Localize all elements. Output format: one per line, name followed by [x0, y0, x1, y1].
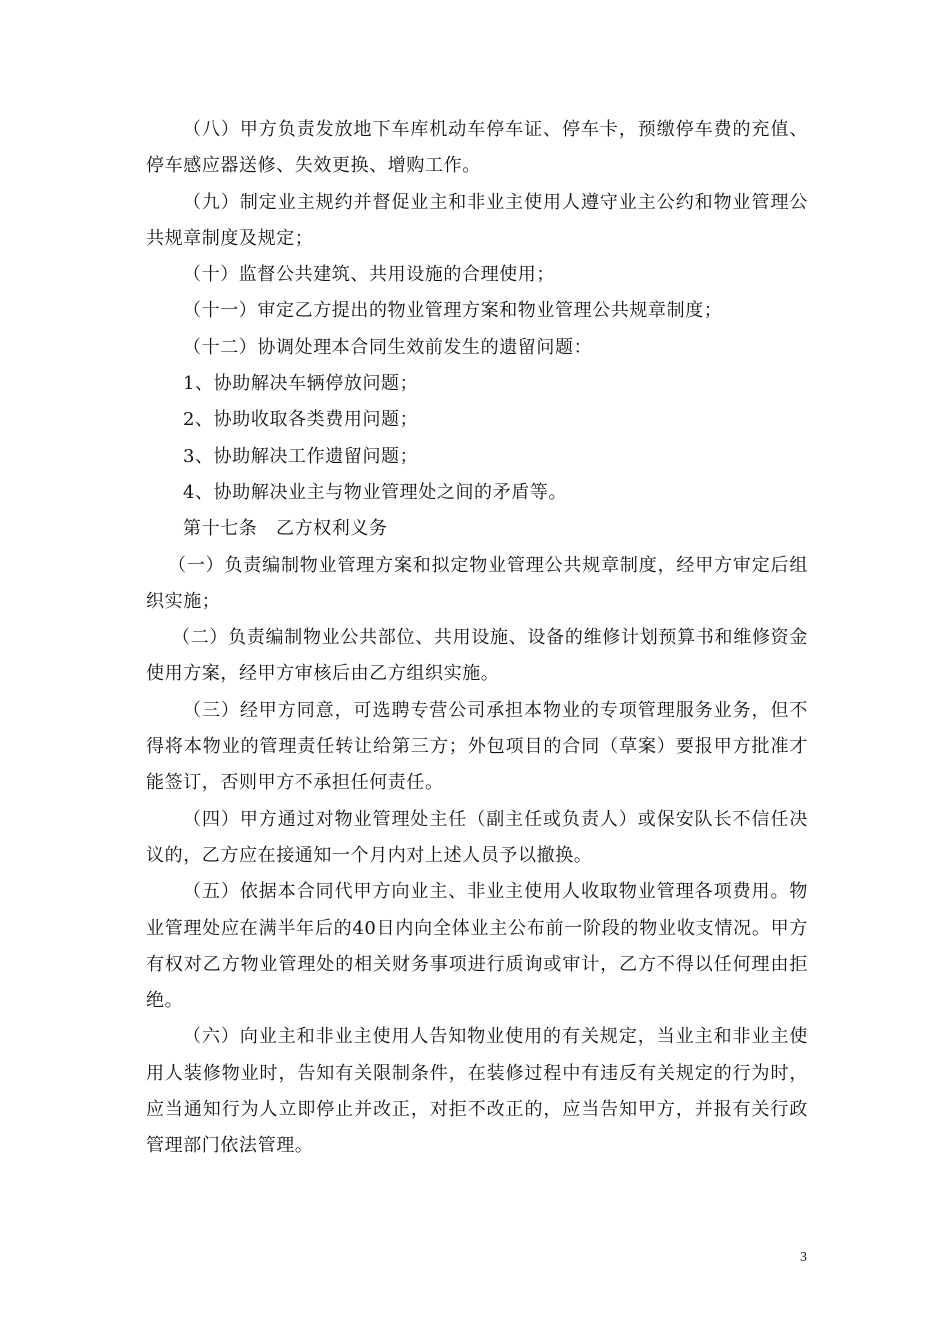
clause-11: （十一）审定乙方提出的物业管理方案和物业管理公共规章制度； [183, 300, 723, 322]
clause-12-item-3: 3、协助解决工作遗留问题； [183, 445, 419, 467]
clause-12-item-2: 2、协助收取各类费用问题； [183, 409, 419, 431]
clause-10: （十）监督公共建筑、共用设施的合理使用； [183, 264, 555, 286]
article-17-clause-6: （六）向业主和非业主使用人告知物业使用的有关规定，当业主和非业主使用人装修物业时，告知有关限制条件，在装修过程中有违反有关规定的行为时，应当通知行为人立即停止并改正，对拒不改正的，应当告知甲方，并报有关行政管理部门依法管理。 [146, 1026, 808, 1157]
article-17-clause-5: （五）依据本合同代甲方向业主、非业主使用人收取物业管理各项费用。物业管理处应在满半年后的40日内向全体业主公布前一阶段的物业收支情况。甲方有权对乙方物业管理处的相关财务事项进行质询或审计，乙方不得以任何理由拒绝。 [146, 881, 808, 1012]
article-17-heading: 第十七条 乙方权利义务 [183, 518, 388, 540]
clause-12-item-4: 4、协助解决业主与物业管理处之间的矛盾等。 [183, 481, 568, 503]
clause-8: （八）甲方负责发放地下车库机动车停车证、停车卡，预缴停车费的充值、停车感应器送修、失效更换、增购工作。 [146, 119, 808, 177]
clause-12-item-1: 1、协助解决车辆停放问题； [183, 373, 419, 395]
document-body [146, 112, 808, 1165]
article-17-clause-2: （二）负责编制物业公共部位、共用设施、设备的维修计划预算书和维修资金使用方案，经甲方审核后由乙方组织实施。 [146, 627, 808, 685]
article-17-clause-1: （一）负责编制物业管理方案和拟定物业管理公共规章制度，经甲方审定后组织实施； [146, 554, 808, 612]
page-number: 3 [800, 1250, 807, 1265]
clause-9: （九）制定业主规约并督促业主和非业主使用人遵守业主公约和物业管理公共规章制度及规定； [146, 191, 808, 249]
clause-12: （十二）协调处理本合同生效前发生的遗留问题： [183, 336, 593, 358]
article-17-clause-3: （三）经甲方同意，可选聘专营公司承担本物业的专项管理服务业务，但不得将本物业的管理责任转让给第三方；外包项目的合同（草案）要报甲方批准才能签订，否则甲方不承担任何责任。 [146, 699, 808, 794]
article-17-clause-4: （四）甲方通过对物业管理处主任（副主任或负责人）或保安队长不信任决议的，乙方应在接通知一个月内对上述人员予以撤换。 [146, 808, 808, 866]
